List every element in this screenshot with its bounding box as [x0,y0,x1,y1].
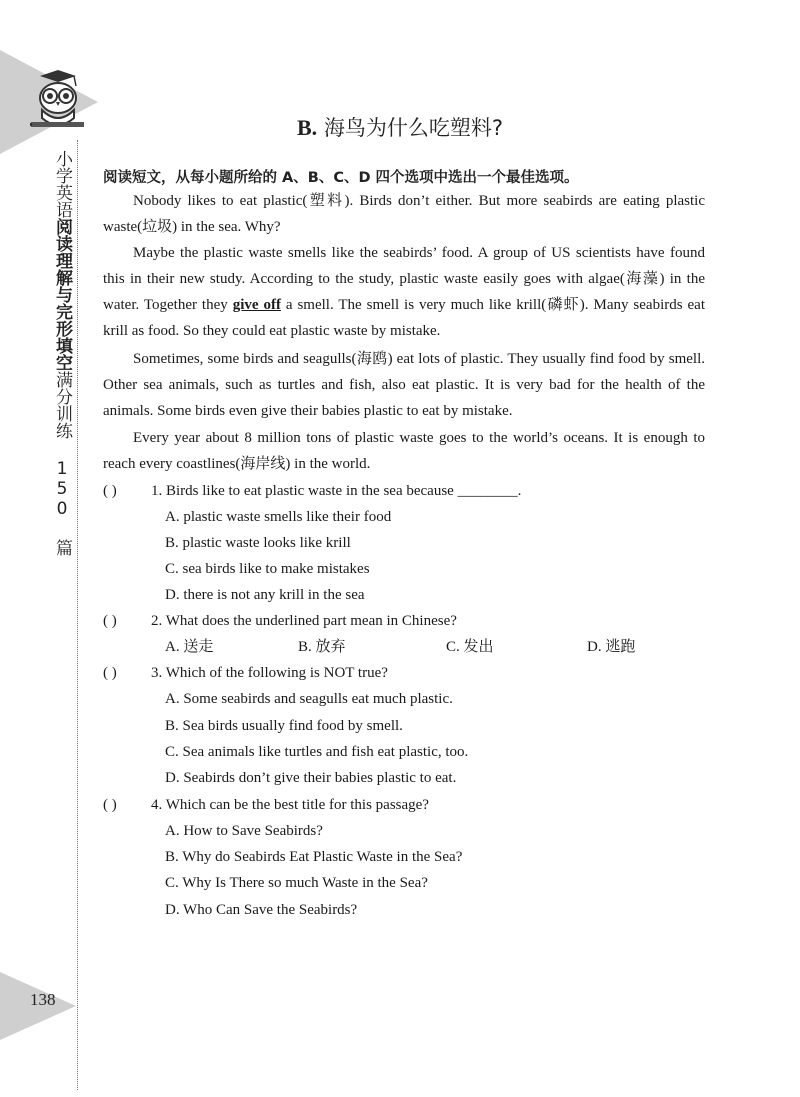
option: B. 放弃 [298,639,346,655]
question-1 [103,481,521,501]
option: C. sea birds like to make mistakes [165,561,370,577]
question-stem: 1. Birds like to eat plastic waste in the sea because ________. [151,483,522,499]
option: D. 逃跑 [587,639,636,655]
question-3 [103,663,388,683]
paragraph-text: Maybe the plastic waste smells like the seabirds’ food. A group of US scientists have found this in their new study. According to the study, plastic waste easily goes with algae(海藻) in the water. Together they [103,245,705,313]
question-2 [103,611,457,631]
option: A. plastic waste smells like their food [165,509,392,525]
answer-blank[interactable]: ( ) [103,483,117,499]
section-label: B. [296,115,318,140]
paragraph-text: Nobody likes to eat plastic(塑料). Birds don’t either. But more seabirds are eating plastic waste(垃圾) in the sea. Why? [103,193,705,235]
option: B. Why do Seabirds Eat Plastic Waste in the Sea? [165,849,463,865]
passage-paragraph-1 [103,188,705,240]
series-title-part3: 满分训练 150 篇 [52,371,72,556]
margin-dotted-line [77,140,78,1090]
option: C. 发出 [446,639,494,655]
option: A. How to Save Seabirds? [165,823,323,839]
paragraph-text: Sometimes, some birds and seagulls(海鸥) eat lots of plastic. They usually find food by smell. Other sea animals, such as turtles and fish, also eat plastic. It is very bad for the health of the animals. Some birds even give their babies plastic to eat by mistake. [103,351,705,419]
question-stem: 4. Which can be the best title for this passage? [151,797,429,813]
page-title [0,112,800,142]
underlined-phrase: give off [232,297,281,313]
passage-paragraph-3 [103,346,705,424]
option: C. Sea animals like turtles and fish eat plastic, too. [165,744,469,760]
option: B. Sea birds usually find food by smell. [165,718,403,734]
instructions: 阅读短文，从每小题所给的 A、B、C、D 四个选项中选出一个最佳选项。 [103,170,579,186]
paragraph-text: Every year about 8 million tons of plastic waste goes to the world’s oceans. It is enough to reach every coastlines(海岸线) in the world. [103,430,705,472]
paragraph-text: a smell. The smell is very much like krill(磷虾). Many seabirds eat krill as food. So they could eat plastic waste by mistake. [103,297,705,339]
passage-paragraph-2 [103,240,705,344]
answer-blank[interactable]: ( ) [103,797,117,813]
option: A. Some seabirds and seagulls eat much plastic. [165,691,453,707]
option: B. plastic waste looks like krill [165,535,351,551]
option: C. Why Is There so much Waste in the Sea? [165,875,428,891]
option: A. 送走 [165,639,214,655]
option: D. Seabirds don’t give their babies plastic to eat. [165,770,457,786]
question-4 [103,795,429,815]
page-number: 138 [30,990,56,1009]
answer-blank[interactable]: ( ) [103,665,117,681]
question-stem: 2. What does the underlined part mean in Chinese? [151,613,457,629]
passage-paragraph-4 [103,425,705,477]
section-title: 海鸟为什么吃塑料? [323,116,504,140]
question-stem: 3. Which of the following is NOT true? [151,665,388,681]
answer-blank[interactable]: ( ) [103,613,117,629]
series-title-part1: 小学英语 [52,150,72,218]
series-title-part2: 阅读理解与完形填空 [52,218,72,371]
option: D. there is not any krill in the sea [165,587,365,603]
option: D. Who Can Save the Seabirds? [165,902,358,918]
book-series-title [47,150,71,556]
